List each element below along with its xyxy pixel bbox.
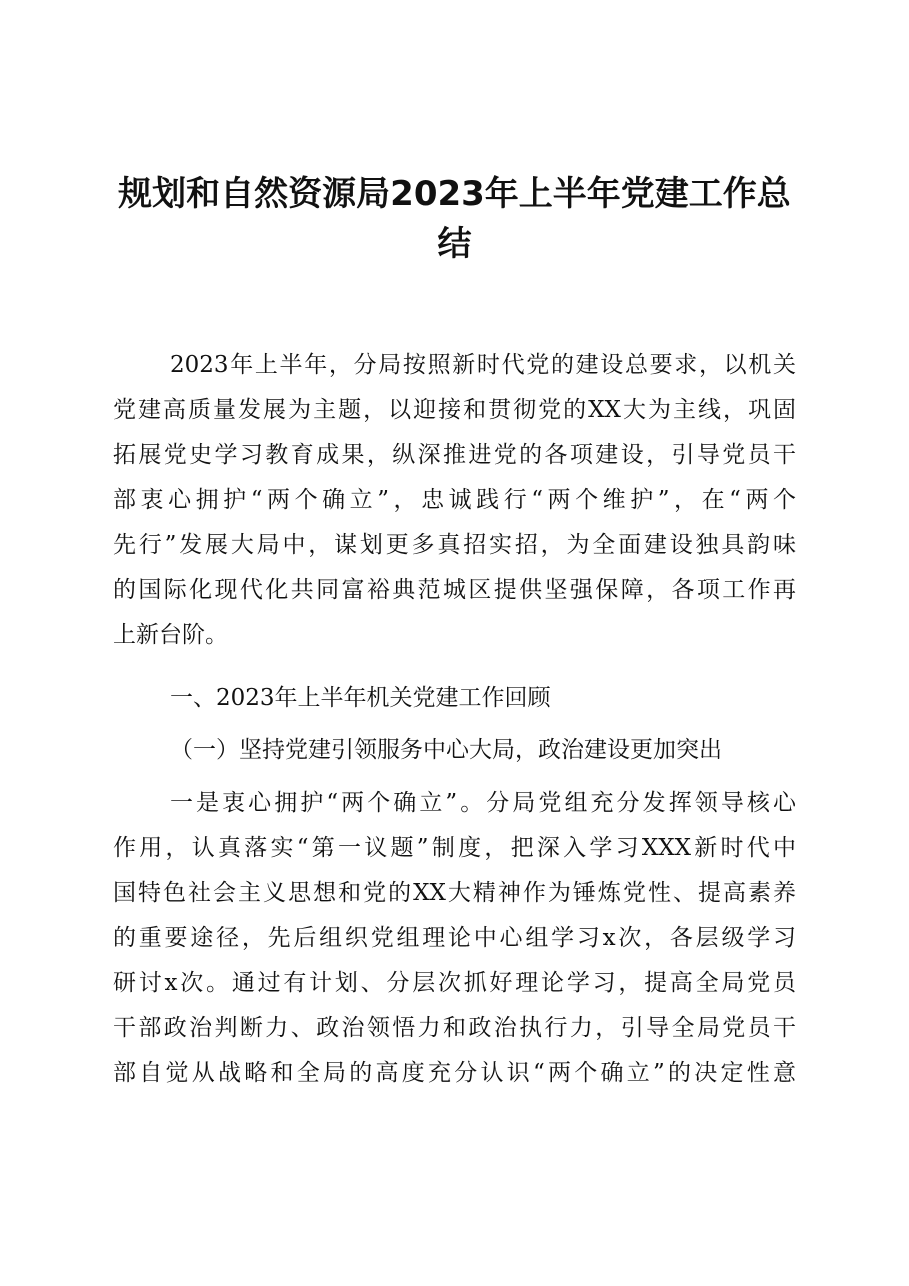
paragraph-2-line-4: 的重要途径，先后组织党组理论中心组学习x次，各层级学习 bbox=[113, 925, 796, 951]
paragraph-2-line-2: 作用，认真落实“第一议题”制度，把深入学习XXX新时代中 bbox=[113, 835, 796, 861]
paragraph-2-line-6: 干部政治判断力、政治领悟力和政治执行力，引导全局党员干 bbox=[113, 1015, 796, 1041]
paragraph-2-line-5: 研讨x次。通过有计划、分层次抓好理论学习，提高全局党员 bbox=[113, 970, 796, 996]
paragraph-2-line-1: 一是衷心拥护“两个确立”。分局党组充分发挥领导核心 bbox=[170, 790, 796, 816]
document-title-line-2: 结 bbox=[437, 224, 472, 264]
paragraph-2-line-3: 国特色社会主义思想和党的XX大精神作为锤炼党性、提高素养 bbox=[113, 880, 796, 906]
paragraph-1-line-5: 先行”发展大局中，谋划更多真招实招，为全面建设独具韵味 bbox=[113, 532, 796, 558]
paragraph-1-line-7: 上新台阶。 bbox=[113, 622, 228, 648]
document-title-line-1: 规划和自然资源局2023年上半年党建工作总 bbox=[118, 174, 791, 214]
paragraph-1-line-2: 党建高质量发展为主题，以迎接和贯彻党的XX大为主线，巩固 bbox=[113, 397, 796, 423]
section-heading-2: （一）坚持党建引领服务中心大局，政治建设更加突出 bbox=[170, 737, 722, 763]
section-heading-1: 一、2023年上半年机关党建工作回顾 bbox=[170, 685, 551, 711]
paragraph-1-line-4: 部衷心拥护“两个确立”，忠诚践行“两个维护”，在“两个 bbox=[113, 487, 796, 513]
paragraph-1-line-6: 的国际化现代化共同富裕典范城区提供坚强保障，各项工作再 bbox=[113, 577, 796, 603]
paragraph-1-line-3: 拓展党史学习教育成果，纵深推进党的各项建设，引导党员干 bbox=[113, 442, 796, 468]
paragraph-1-line-1: 2023年上半年，分局按照新时代党的建设总要求，以机关 bbox=[170, 352, 796, 378]
paragraph-2-line-7: 部自觉从战略和全局的高度充分认识“两个确立”的决定性意 bbox=[113, 1060, 796, 1086]
